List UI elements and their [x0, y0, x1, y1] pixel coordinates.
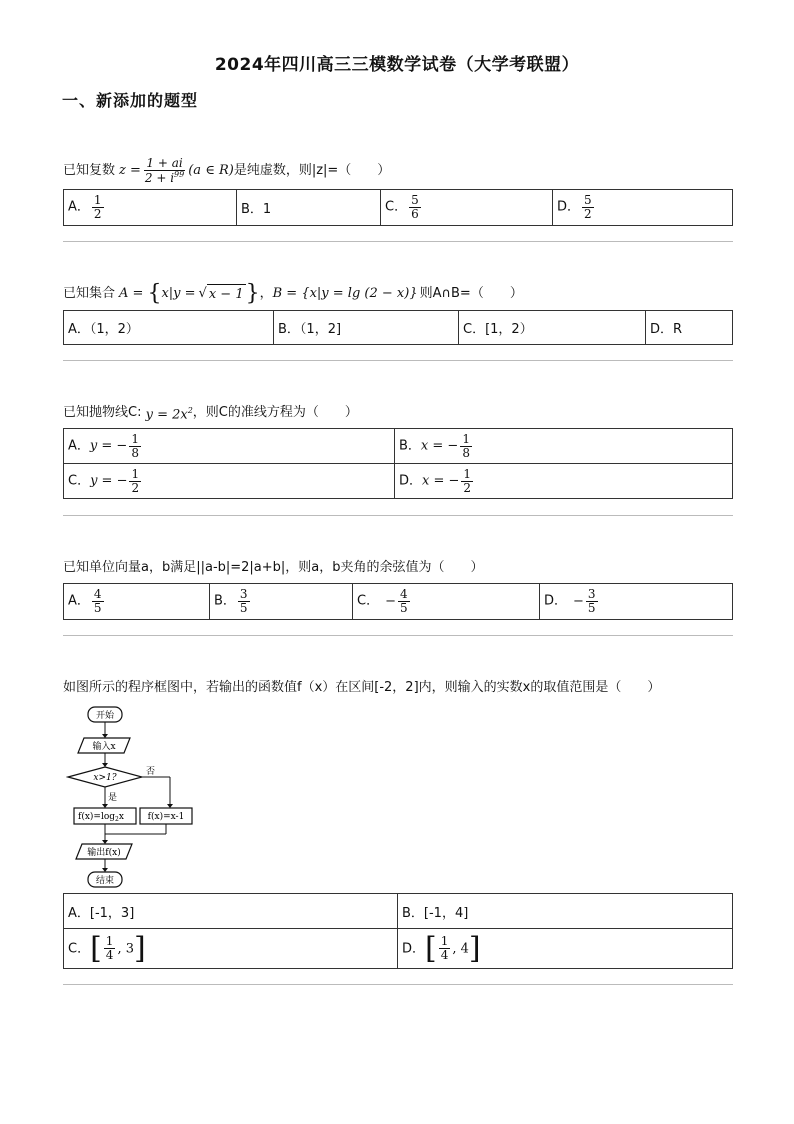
question-1-options — [63, 189, 733, 226]
section-heading: 一、新添加的题型 — [62, 91, 199, 110]
option-a[interactable]: A． $\frac{1}{2}$ — [64, 190, 237, 226]
sqrt: √ x − 1 — [199, 284, 246, 305]
option-a[interactable]: A．y = − $\frac{1}{8}$ — [64, 429, 395, 464]
svg-text:结束: 结束 — [95, 876, 115, 886]
option-c[interactable]: C．y = − $\frac{1}{2}$ — [64, 464, 395, 499]
option-b[interactable]: B．[-1，4] — [398, 894, 733, 929]
svg-text:输出f(x): 输出f(x) — [87, 848, 121, 858]
question-3 — [63, 402, 733, 499]
svg-text:x>1?: x>1? — [93, 773, 117, 783]
svg-text:f(x)=log2x: $f(x)=\log_2x$ — [78, 812, 124, 823]
question-5-options — [63, 893, 733, 969]
option-b[interactable]: B．x = − $\frac{1}{8}$ — [395, 429, 733, 464]
option-d[interactable]: D． − $\frac{3}{5}$ — [540, 584, 733, 620]
divider — [63, 241, 733, 242]
page-title: 2024年四川高三三模数学试卷（大学考联盟） — [214, 55, 580, 75]
z-fraction: $\frac{1 + ai}{2 + i^{99}}$ — [144, 156, 185, 185]
question-3-options — [63, 428, 733, 499]
option-a[interactable]: A．（1，2） — [64, 311, 274, 345]
question-4-options — [63, 583, 733, 620]
question-1-stem: 已知复数 z = $\frac{1 + ai}{2 + i^{99}}$ (a ∈ R) 是纯虚数，则|z|=（ ） — [63, 156, 391, 185]
option-a[interactable]: A． $\frac{4}{5}$ — [64, 584, 210, 620]
question-3-stem: 已知抛物线C: $y = 2x^2$ ，则C的准线方程为（ ） — [63, 405, 358, 423]
divider — [63, 984, 733, 985]
option-c[interactable]: C． − $\frac{4}{5}$ — [353, 584, 540, 620]
svg-text:是: 是 — [108, 793, 118, 803]
question-2 — [63, 280, 733, 345]
divider — [63, 635, 733, 636]
question-1 — [63, 153, 733, 226]
option-b[interactable]: B．（1，2] — [274, 311, 459, 345]
question-5-options-wrap — [63, 893, 733, 969]
option-b[interactable]: B． $\frac{3}{5}$ — [210, 584, 353, 620]
option-a[interactable]: A．[-1，3] — [64, 894, 398, 929]
question-2-stem: 已知集合 A = { x|y = √ x − 1 } ， B = {x|y = lg (2 − x)} 则A∩B=（ ） — [63, 281, 523, 306]
option-d[interactable]: D．x = − $\frac{1}{2}$ — [395, 464, 733, 499]
svg-text:否: 否 — [146, 767, 156, 777]
divider — [63, 515, 733, 516]
flowchart — [66, 704, 196, 890]
option-d[interactable]: D．[ $\frac{1}{4}$ , 4] — [398, 929, 733, 969]
option-c[interactable]: C．[1，2） — [459, 311, 646, 345]
option-b[interactable]: B．1 — [237, 190, 381, 226]
divider — [63, 360, 733, 361]
question-2-options — [63, 310, 733, 345]
option-c[interactable]: C．[ $\frac{1}{4}$ , 3] — [64, 929, 398, 969]
svg-text:开始: 开始 — [95, 711, 115, 721]
question-4-stem: 已知单位向量a，b满足||a-b|=2|a+b|，则a，b夹角的余弦值为（ ） — [63, 560, 484, 575]
option-d[interactable]: D．R — [646, 311, 733, 345]
option-d[interactable]: D． $\frac{5}{2}$ — [553, 190, 733, 226]
question-4 — [63, 557, 733, 620]
svg-text:f(x)=x-1: f(x)=x-1 — [147, 812, 185, 822]
svg-text:输入x: 输入x — [92, 742, 116, 752]
option-c[interactable]: C． $\frac{5}{6}$ — [381, 190, 553, 226]
question-5-stem: 如图所示的程序框图中，若输出的函数值f（x）在区间[-2，2]内，则输入的实数x的取值范围是（ ） — [63, 680, 661, 695]
question-5 — [63, 677, 733, 699]
